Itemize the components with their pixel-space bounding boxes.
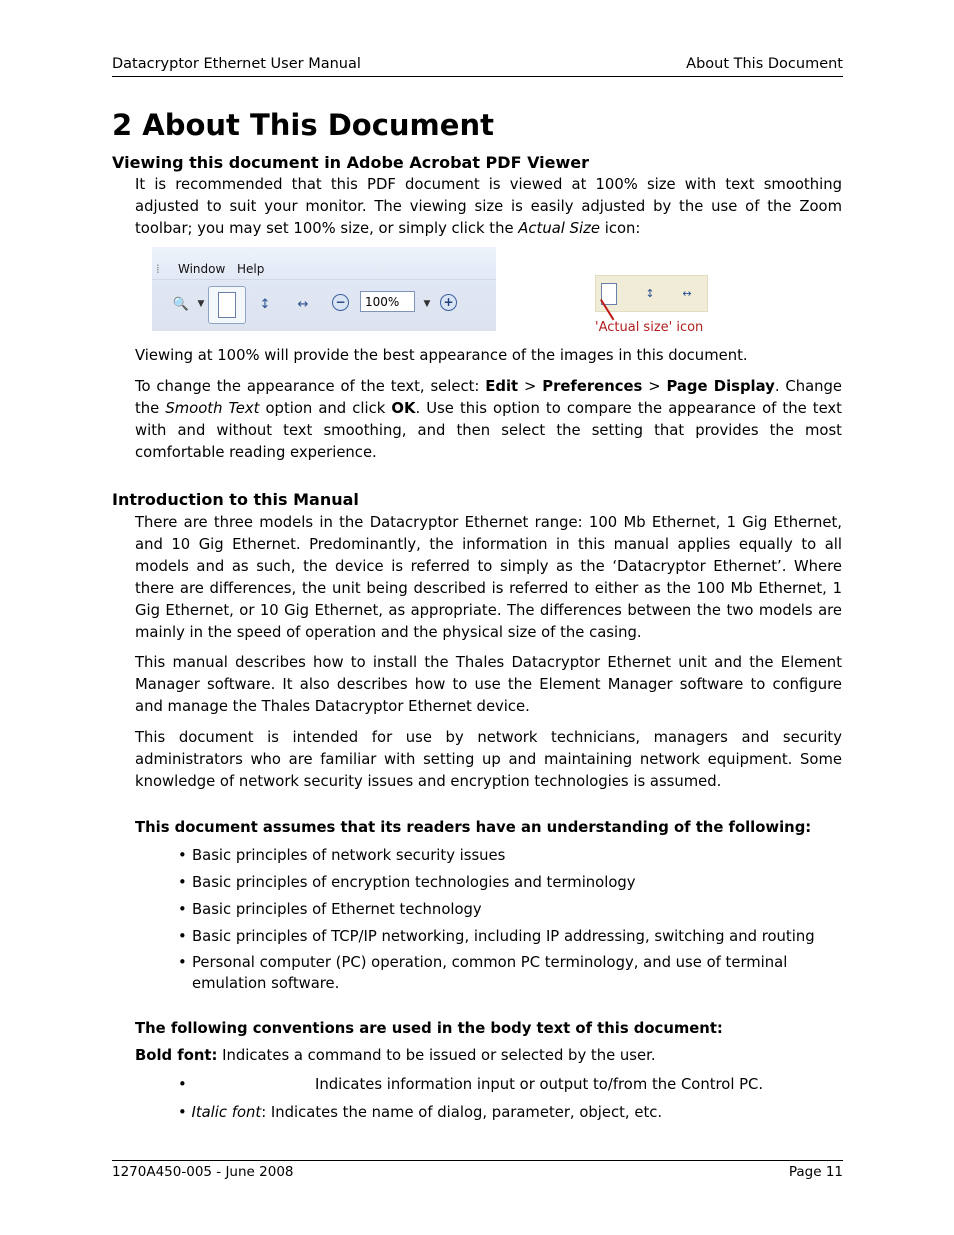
actual-size-icon-strip [595,275,708,312]
convention-monospace: Indicates information input or output to/from the Control PC. [315,1076,764,1093]
zoom-out-icon: − [332,294,349,311]
intro-paragraph-1: There are three models in the Datacryptor Ethernet range: 100 Mb Ethernet, 1 Gig Ethernet, and 10 Gig Ethernet. Predominantly, the information in this manual applies equally to all models and as such, the device is referred to simply as the ‘Datacryptor Ethernet’. Where there are differences, the unit being described is referred to either as the 100 Mb Ethernet, 1 Gig Ethernet, or 10 Gig Ethernet, as appropriate. The differences between the two models are mainly in the speed of operation and the physical size of the casing. [135,514,842,641]
convention-bullet-marker: • [178,1076,187,1093]
page-title: 2 About This Document [112,108,494,142]
acrobat-zoom-toolbar-image [152,247,496,331]
intro-paragraph-2: This manual describes how to install the Thales Datacryptor Ethernet unit and the Element Manager software. It also describes how to use the Element Manager software to configure and manage the Thales Datacryptor Ethernet device. [135,654,842,715]
fit-width-icon: ↔ [682,286,692,300]
header-section-title: About This Document [686,56,843,72]
assumptions-heading: This document assumes that its readers have an understanding of the following: [135,819,812,836]
intro-paragraph-3: This document is intended for use by network technicians, managers and security administrators who are familiar with setting up and maintaining network equipment. Some knowledge of network security issues and encryption technologies is assumed. [135,729,842,790]
conventions-heading: The following conventions are used in the body text of this document: [135,1020,723,1037]
list-item: • Basic principles of encryption technologies and terminology [178,874,636,891]
list-item: • Basic principles of network security issues [178,847,506,864]
convention-italic: • Italic font: Indicates the name of dialog, parameter, object, etc. [178,1104,663,1121]
zoom-level-field: 100% [360,291,415,312]
zoom-tool-dropdown-icon: ▼ [197,299,205,309]
zoom-tool-icon: 🔍 [172,296,190,312]
assumptions-list [178,845,843,994]
running-header [112,56,843,77]
running-footer [112,1160,843,1180]
viewing-paragraph-2: Viewing at 100% will provide the best appearance of the images in this document. [135,347,748,364]
list-item: • Basic principles of Ethernet technology [178,901,482,918]
viewing-paragraph-1: It is recommended that this PDF document is viewed at 100% size with text smoothing adjusted to suit your monitor. The viewing size is easily adjusted by the use of the Zoom toolbar; you may set 100% size, or simply click the Actual Size icon: [135,176,842,237]
footer-document-id: 1270A450-005 - June 2008 [112,1164,294,1180]
section-heading-viewing: Viewing this document in Adobe Acrobat PDF Viewer [112,153,590,172]
convention-bold: Bold font: Indicates a command to be issued or selected by the user. [135,1047,656,1064]
page-number: Page 11 [788,1164,843,1180]
menu-help: Help [237,262,265,276]
zoom-in-icon: + [440,294,457,311]
fit-page-icon: ↕ [259,296,271,312]
section-heading-introduction: Introduction to this Manual [112,490,359,509]
fit-page-icon: ↕ [645,286,655,300]
toolbar-menu-bar [152,247,496,280]
menu-separator-icon: ⁞ [156,262,160,276]
fit-width-icon: ↔ [297,296,309,312]
actual-size-icon [208,286,246,324]
list-item: • Basic principles of TCP/IP networking, including IP addressing, switching and routing [178,928,815,945]
actual-size-caption: 'Actual size' icon [595,320,704,335]
viewing-paragraph-3: To change the appearance of the text, select: Edit > Preferences > Page Display. Change the Smooth Text option and click OK. Use this option to compare the appearance of the text with and without text smoothing, and then select the setting that provides the most comfortable reading experience. [135,378,843,461]
list-item: • Personal computer (PC) operation, common PC terminology, and use of terminal emulation software. [178,954,788,992]
toolbar-button-row [152,280,496,331]
zoom-dropdown-icon: ▼ [423,299,431,309]
menu-window: Window [178,262,226,276]
header-manual-title: Datacryptor Ethernet User Manual [112,56,361,72]
